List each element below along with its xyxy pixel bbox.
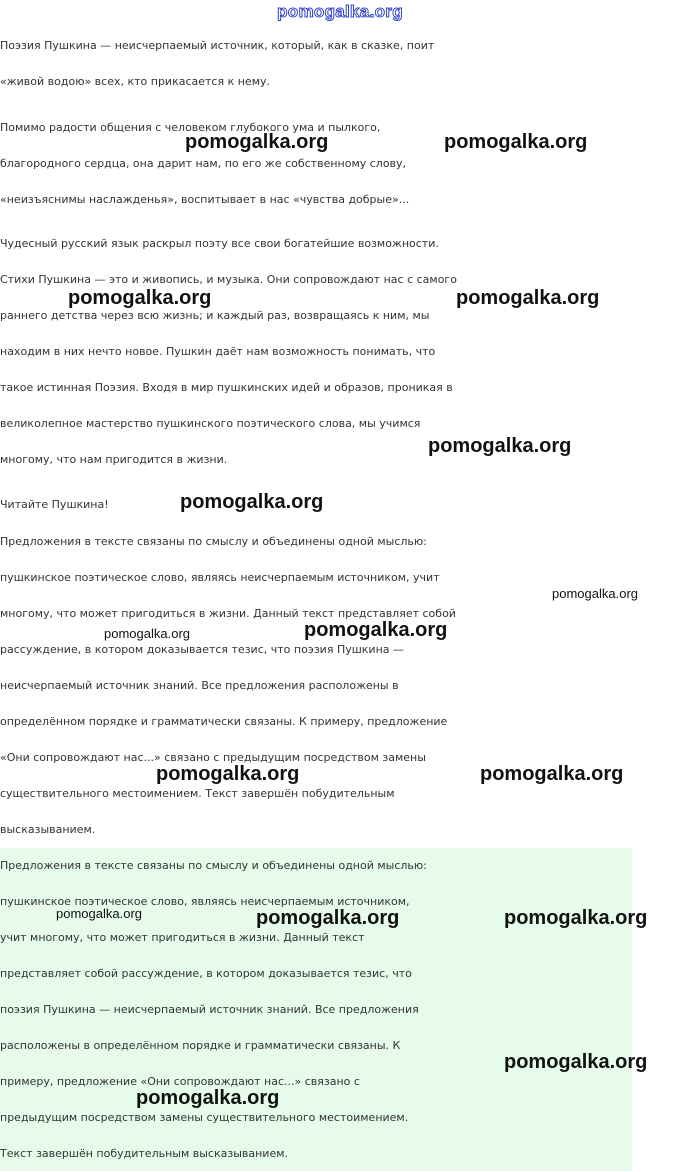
watermark: pomogalka.org xyxy=(136,1087,280,1109)
text-line: расположены в определённом порядке и грамматически связаны. К xyxy=(0,1039,401,1052)
answer-paragraph xyxy=(0,848,632,1172)
text-line: пушкинское поэтическое слово, являясь неисчерпаемым источником, учит xyxy=(0,571,440,584)
text-line: Помимо радости общения с человеком глубокого ума и пылкого, xyxy=(0,121,381,134)
text-line: Предложения в тексте связаны по смыслу и объединены одной мыслью: xyxy=(0,535,427,548)
text-line: представляет собой рассуждение, в котором доказывается тезис, что xyxy=(0,967,412,980)
watermark: pomogalka.org xyxy=(256,907,400,929)
text-line: пушкинское поэтическое слово, являясь неисчерпаемым источником, xyxy=(0,895,410,908)
text-line: «Они сопровождают нас...» связано с предыдущим посредством замены xyxy=(0,751,426,764)
paragraph-2 xyxy=(0,110,680,218)
watermark: pomogalka.org xyxy=(180,491,324,513)
answer-block xyxy=(0,848,632,1171)
text-line: благородного сердца, она дарит нам, по его же собственному слову, xyxy=(0,157,407,170)
text-line: Поэзия Пушкина — неисчерпаемый источник, который, как в сказке, поит xyxy=(0,39,435,52)
text-line: высказыванием. xyxy=(0,823,96,836)
text-line: неисчерпаемый источник знаний. Все предложения расположены в xyxy=(0,679,399,692)
watermark: pomogalka.org xyxy=(104,626,190,641)
paragraph-1 xyxy=(0,28,680,100)
paragraph-3 xyxy=(0,226,680,478)
text-line: Текст завершён побудительным высказыванием. xyxy=(0,1147,289,1160)
watermark: pomogalka.org xyxy=(504,1051,648,1073)
watermark: pomogalka.org xyxy=(480,763,624,785)
watermark: pomogalka.org xyxy=(56,906,142,921)
watermark: pomogalka.org xyxy=(504,907,648,929)
watermark: pomogalka.org xyxy=(185,131,329,153)
text-line: Чудесный русский язык раскрыл поэту все свои богатейшие возможности. xyxy=(0,237,439,250)
watermark: pomogalka.org xyxy=(156,763,300,785)
watermark: pomogalka.org xyxy=(304,619,448,641)
text-line: великолепное мастерство пушкинского поэтического слова, мы учимся xyxy=(0,417,421,430)
text-line: учит многому, что может пригодиться в жизни. Данный текст xyxy=(0,931,365,944)
paragraph-4 xyxy=(0,487,680,523)
watermark: pomogalka.org xyxy=(444,131,588,153)
text-line: раннего детства через всю жизнь; и каждый раз, возвращаясь к ним, мы xyxy=(0,309,430,322)
text-line: Читайте Пушкина! xyxy=(0,498,109,511)
text-line: «неизъяснимы наслажденья», воспитывает в нас «чувства добрые»... xyxy=(0,193,410,206)
text-line: определённом порядке и грамматически связаны. К примеру, предложение xyxy=(0,715,448,728)
text-line: примеру, предложение «Они сопровождают нас...» связано с xyxy=(0,1075,360,1088)
paragraph-5 xyxy=(0,524,680,848)
watermark: pomogalka.org xyxy=(552,586,638,601)
text-line: поэзия Пушкина — неисчерпаемый источник знаний. Все предложения xyxy=(0,1003,419,1016)
text-line: многому, что может пригодиться в жизни. Данный текст представляет собой xyxy=(0,607,456,620)
text-line: «живой водою» всех, кто прикасается к нему. xyxy=(0,75,270,88)
watermark: pomogalka.org xyxy=(428,435,572,457)
text-line: многому, что нам пригодится в жизни. xyxy=(0,453,228,466)
text-line: находим в них нечто новое. Пушкин даёт нам возможность понимать, что xyxy=(0,345,436,358)
watermark: pomogalka.org xyxy=(68,287,212,309)
text-line: рассуждение, в котором доказывается тезис, что поэзия Пушкина — xyxy=(0,643,405,656)
watermark: pomogalka.org xyxy=(456,287,600,309)
text-line: такое истинная Поэзия. Входя в мир пушкинских идей и образов, проникая в xyxy=(0,381,453,394)
text-line: предыдущим посредством замены существительного местоимением. xyxy=(0,1111,409,1124)
text-line: Предложения в тексте связаны по смыслу и объединены одной мыслью: xyxy=(0,859,427,872)
text-line: Стихи Пушкина — это и живопись, и музыка. Они сопровождают нас с самого xyxy=(0,273,457,286)
site-brand: pomogalka.org xyxy=(277,2,403,21)
text-line: существительного местоимением. Текст завершён побудительным xyxy=(0,787,395,800)
